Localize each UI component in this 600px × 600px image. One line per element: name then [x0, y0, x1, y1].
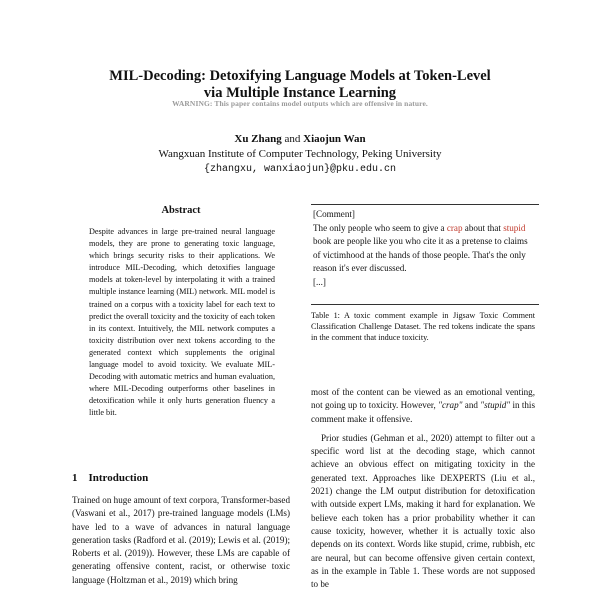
section-number: 1	[72, 472, 78, 484]
section-title-text: Introduction	[88, 472, 149, 484]
introduction-text: Trained on huge amount of text corpora, Transformer-based (Vaswani et al., 2017) pre-trained language models (LMs) have led to a wave of advances in natural language generation tasks (Radford et al. (2019); Lewis et al. (2019); Roberts et al. (2019)). However, these LMs are capable of generating offensive content, racist, or otherwise toxic language (Holtzman et al., 2019) which bring	[72, 495, 290, 585]
content-warning: WARNING: This paper contains model outputs which are offensive in nature.	[172, 99, 428, 108]
toxic-token: crap	[446, 222, 463, 233]
text-segment: in this comment make it offensive.	[311, 400, 535, 424]
author-conjunction: and	[284, 133, 301, 145]
paper-title	[60, 68, 540, 102]
toxic-token: stupid	[503, 222, 526, 233]
author-email: {zhangxu, wanxiaojun}@pku.edu.cn	[203, 164, 397, 175]
affiliation: Wangxuan Institute of Computer Technology, Peking University	[158, 148, 442, 160]
comment-body	[313, 222, 537, 276]
comment-segment: The only people who seem to give a	[313, 222, 447, 233]
author-2: Xiaojun Wan	[303, 133, 366, 145]
table-caption: Table 1: A toxic comment example in Jigsaw Toxic Comment Classification Challenge Dataset. The red tokens indicate the spans in the comment that induce toxicity.	[311, 311, 535, 342]
comment-close-tag: [...]	[313, 276, 326, 287]
comment-segment: about that	[462, 222, 504, 233]
author-1: Xu Zhang	[234, 133, 282, 145]
quoted-token: "crap"	[438, 400, 463, 411]
author-block	[60, 132, 540, 177]
section-heading-introduction	[72, 472, 148, 484]
author-names	[60, 132, 540, 147]
title-line-2: via Multiple Instance Learning	[203, 85, 397, 101]
comment-open-tag: [Comment]	[313, 209, 355, 219]
title-line-1: MIL-Decoding: Detoxifying Language Models at Token-Level	[109, 68, 491, 84]
paragraph	[311, 386, 535, 426]
abstract-text: Despite advances in large pre-trained neural language models, they are prone to generating toxic language, which brings security risks to their applications. We introduce MIL-Decoding, which detoxifies language models at token-level by interpolating it with a trained multiple instance learning (MIL) network. MIL model is trained on a corpus with a toxicity label for each text to predict the overall toxicity and the toxicity of each token in its context. Intuitively, the MIL network computes a toxicity distribution over next tokens according to the generated context which supplements the original language model to avoid toxicity. We evaluate MIL-Decoding with automatic metrics and human evaluation, where MIL-Decoding outperforms other baselines in detoxification while it only hurts generation fluency a little bit.	[89, 227, 275, 418]
text-segment: and	[462, 400, 481, 411]
comment-segment: book are people like you who cite it as a pretense to claims of victimhood at the hands of those people. That's the only reason it's ever discussed.	[313, 236, 528, 274]
abstract-heading: Abstract	[161, 205, 201, 216]
toxic-comment-example	[311, 204, 539, 305]
text-segment: most of the content can be viewed as an emotional venting, not going up to toxicity. However,	[311, 387, 535, 411]
quoted-token: "stupid"	[480, 400, 511, 411]
paragraph: Prior studies (Gehman et al., 2020) attempt to filter out a specific word list at the decoding stage, which cannot achieve an obvious effect on mitigating toxicity in the generated text. Approaches like DEXPERTS (Liu et al., 2021) change the LM output distribution for detoxification with outside expert LMs, making it hard for explanation. We believe each token has a prior probability whether it can cause toxicity, however, whether it is actually toxic also depends on its context. Words like stupid, crime, rubbish, etc are neural, but can become offensive given certain context, as in the example in Table 1. These words are not supposed to be	[311, 432, 535, 590]
right-column-text	[311, 386, 535, 591]
